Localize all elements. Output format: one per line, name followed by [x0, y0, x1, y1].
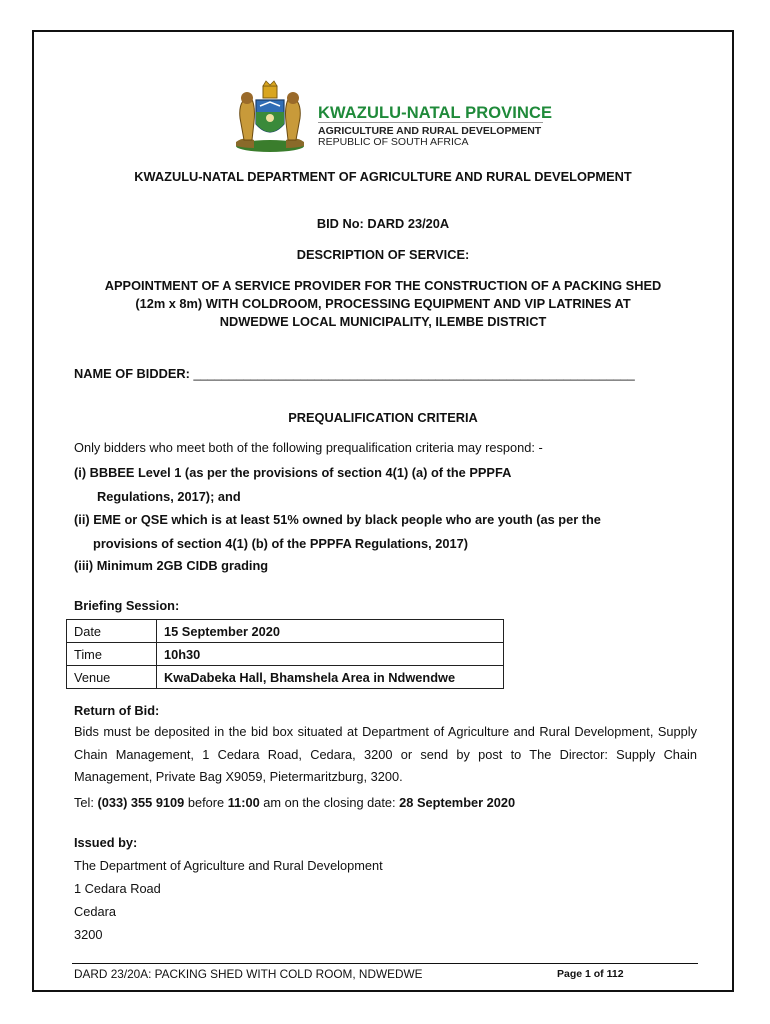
table-row	[67, 666, 504, 689]
department-title: KWAZULU-NATAL DEPARTMENT OF AGRICULTURE AND RURAL DEVELOPMENT	[134, 169, 632, 184]
description-line: NDWEDWE LOCAL MUNICIPALITY, ILEMBE DISTRICT	[219, 314, 547, 329]
closing-time: 11:00	[227, 795, 260, 810]
page-number: Page 1 of 112	[557, 968, 624, 980]
issued-line: 1 Cedara Road	[74, 881, 161, 896]
issued-line: Cedara	[74, 904, 116, 919]
table-row	[67, 620, 504, 643]
bidder-blank: ______________________________________________________________	[193, 366, 635, 381]
bidder-label: NAME OF BIDDER:	[74, 366, 190, 381]
closing-date: 28 September 2020	[399, 795, 516, 810]
province-name: KWAZULU-NATAL PROVINCE	[318, 104, 553, 122]
footer-title: DARD 23/20A: PACKING SHED WITH COLD ROOM, NDWEDWE	[74, 967, 423, 981]
briefing-label: Date	[67, 620, 157, 643]
description-heading: DESCRIPTION OF SERVICE:	[296, 247, 470, 262]
table-row	[67, 643, 504, 666]
department-subtitle: AGRICULTURE AND RURAL DEVELOPMENT	[318, 125, 542, 137]
criterion-2: (ii) EME or QSE which is at least 51% owned by black people who are youth (as per the	[74, 512, 601, 527]
brand-divider	[318, 122, 543, 123]
issued-line: The Department of Agriculture and Rural Development	[74, 858, 383, 873]
briefing-label: Venue	[67, 666, 157, 689]
issued-heading: Issued by:	[74, 835, 138, 850]
return-body: Bids must be deposited in the bid box situated at Department of Agriculture and Rural Development, Supply Chain Management, 1 Cedara Road, Cedara, 3200 or send by post to The Director: Supply Chain Management, Private Bag X9059, Pietermaritzburg, 3200.	[74, 724, 697, 784]
description-line: APPOINTMENT OF A SERVICE PROVIDER FOR THE CONSTRUCTION OF A PACKING SHED	[104, 278, 662, 293]
bidder-name-field[interactable]	[74, 366, 635, 381]
briefing-table	[66, 619, 504, 689]
criterion-1-cont: Regulations, 2017); and	[97, 489, 241, 504]
country-subtitle: REPUBLIC OF SOUTH AFRICA	[318, 136, 469, 148]
criterion-3: (iii) Minimum 2GB CIDB grading	[74, 558, 269, 573]
tel-number: (033) 355 9109	[97, 795, 185, 810]
briefing-value: 15 September 2020	[157, 620, 504, 643]
criterion-1: (i) BBBEE Level 1 (as per the provisions of section 4(1) (a) of the PPPFA	[74, 465, 512, 480]
prequal-intro: Only bidders who meet both of the following prequalification criteria may respond: -	[74, 440, 543, 455]
bid-number: BID No: DARD 23/20A	[316, 216, 450, 231]
closing-text: am on the closing date:	[259, 795, 400, 810]
briefing-value: KwaDabeka Hall, Bhamshela Area in Ndwendwe	[157, 666, 504, 689]
briefing-heading: Briefing Session:	[74, 598, 180, 613]
coat-of-arms-icon	[230, 78, 310, 154]
prequal-heading: PREQUALIFICATION CRITERIA	[288, 410, 478, 425]
briefing-label: Time	[67, 643, 157, 666]
return-heading: Return of Bid:	[74, 703, 160, 718]
description-line: (12m x 8m) WITH COLDROOM, PROCESSING EQUIPMENT AND VIP LATRINES AT	[135, 296, 631, 311]
issued-line: 3200	[74, 927, 103, 942]
briefing-value: 10h30	[157, 643, 504, 666]
contact-line	[74, 795, 515, 810]
before-text: before	[184, 795, 228, 810]
criterion-2-cont: provisions of section 4(1) (b) of the PPPFA Regulations, 2017)	[93, 536, 468, 551]
tel-label: Tel:	[74, 795, 98, 810]
footer-divider	[72, 963, 698, 964]
